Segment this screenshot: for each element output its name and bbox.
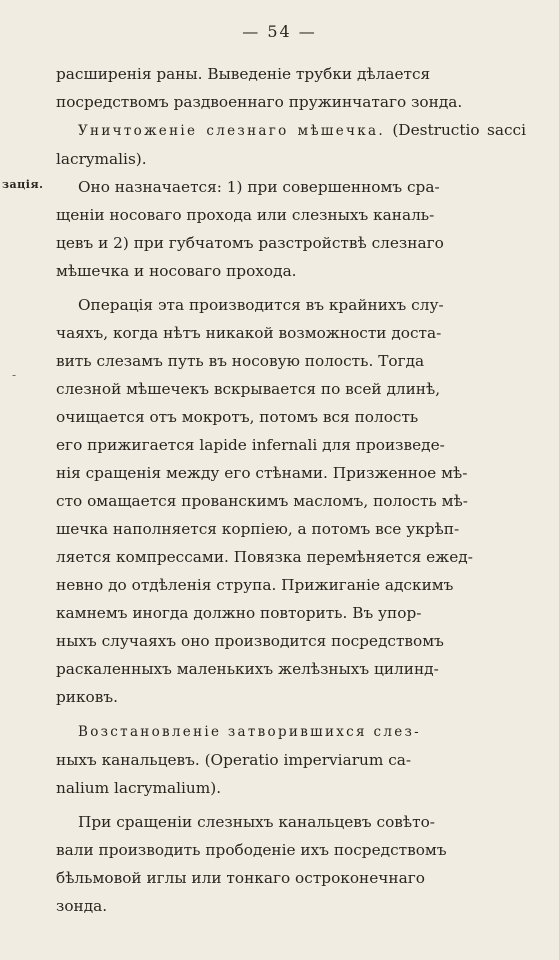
- section-heading-destruction: [56, 116, 526, 173]
- heading-latin: (Destructio sacci lacrymalis).: [56, 121, 526, 168]
- margin-note: зацiя.: [2, 178, 44, 191]
- paragraph-operation: Операцiя эта производится въ крайнихъ слу- чаяхъ, когда нѣтъ никакой возможности доста- вить слезамъ путь въ носовую полость. Тогда слезной мѣшечекъ вскрывается по всей длинѣ, очищается отъ мокротъ, потомъ вся полость его прижигается lapide infernali для произведе- нiя сращенiя между его стѣнами. Призженное мѣ- сто омащается прованскимъ масломъ, полость мѣ- шечка наполняется корпiею, а потомъ все укрѣп- ляется компрессами. Повязка перемѣняется ежед- невно до отдѣленiя струпа. Прижиганiе адскимъ камнемъ иногда должно повторить. Въ упор- ныхъ случаяхъ оно производится посредствомъ раскаленныхъ маленькихъ желѣзныхъ цилинд- риковъ.: [56, 296, 473, 706]
- section-heading-restoration: Возстановленiе затворившихся слез- ныхъ канальцевъ. (Operatio imperviarum ca- nalium lacrymalium).: [56, 724, 422, 797]
- paragraph-perforation: При сращенiи слезныхъ канальцевъ совѣто- вали производить прободенiе ихъ посредствомъ бѣльмовой иглы или тонкаго остроконечнаго зонда.: [56, 813, 447, 915]
- body-text: [56, 60, 526, 920]
- paragraph-indications: Оно назначается: 1) при совершенномъ сра- щенiи носоваго прохода или слезныхъ каналь- цевъ и 2) при губчатомъ разстройствѣ слезнаго мѣшечка и носоваго прохода.: [56, 178, 444, 280]
- page-number: — 54 —: [242, 22, 317, 41]
- margin-dash: -: [12, 368, 17, 382]
- heading-text: Уничтоженiе слезнаго мѣшечка.: [78, 123, 385, 139]
- heading-text: Возстановленiе затворившихся слез-: [78, 724, 422, 740]
- paragraph-continuation: расширенiя раны. Выведенiе трубки дѣлается посредствомъ раздвоеннаго пружинчатаго зонда.: [56, 65, 463, 111]
